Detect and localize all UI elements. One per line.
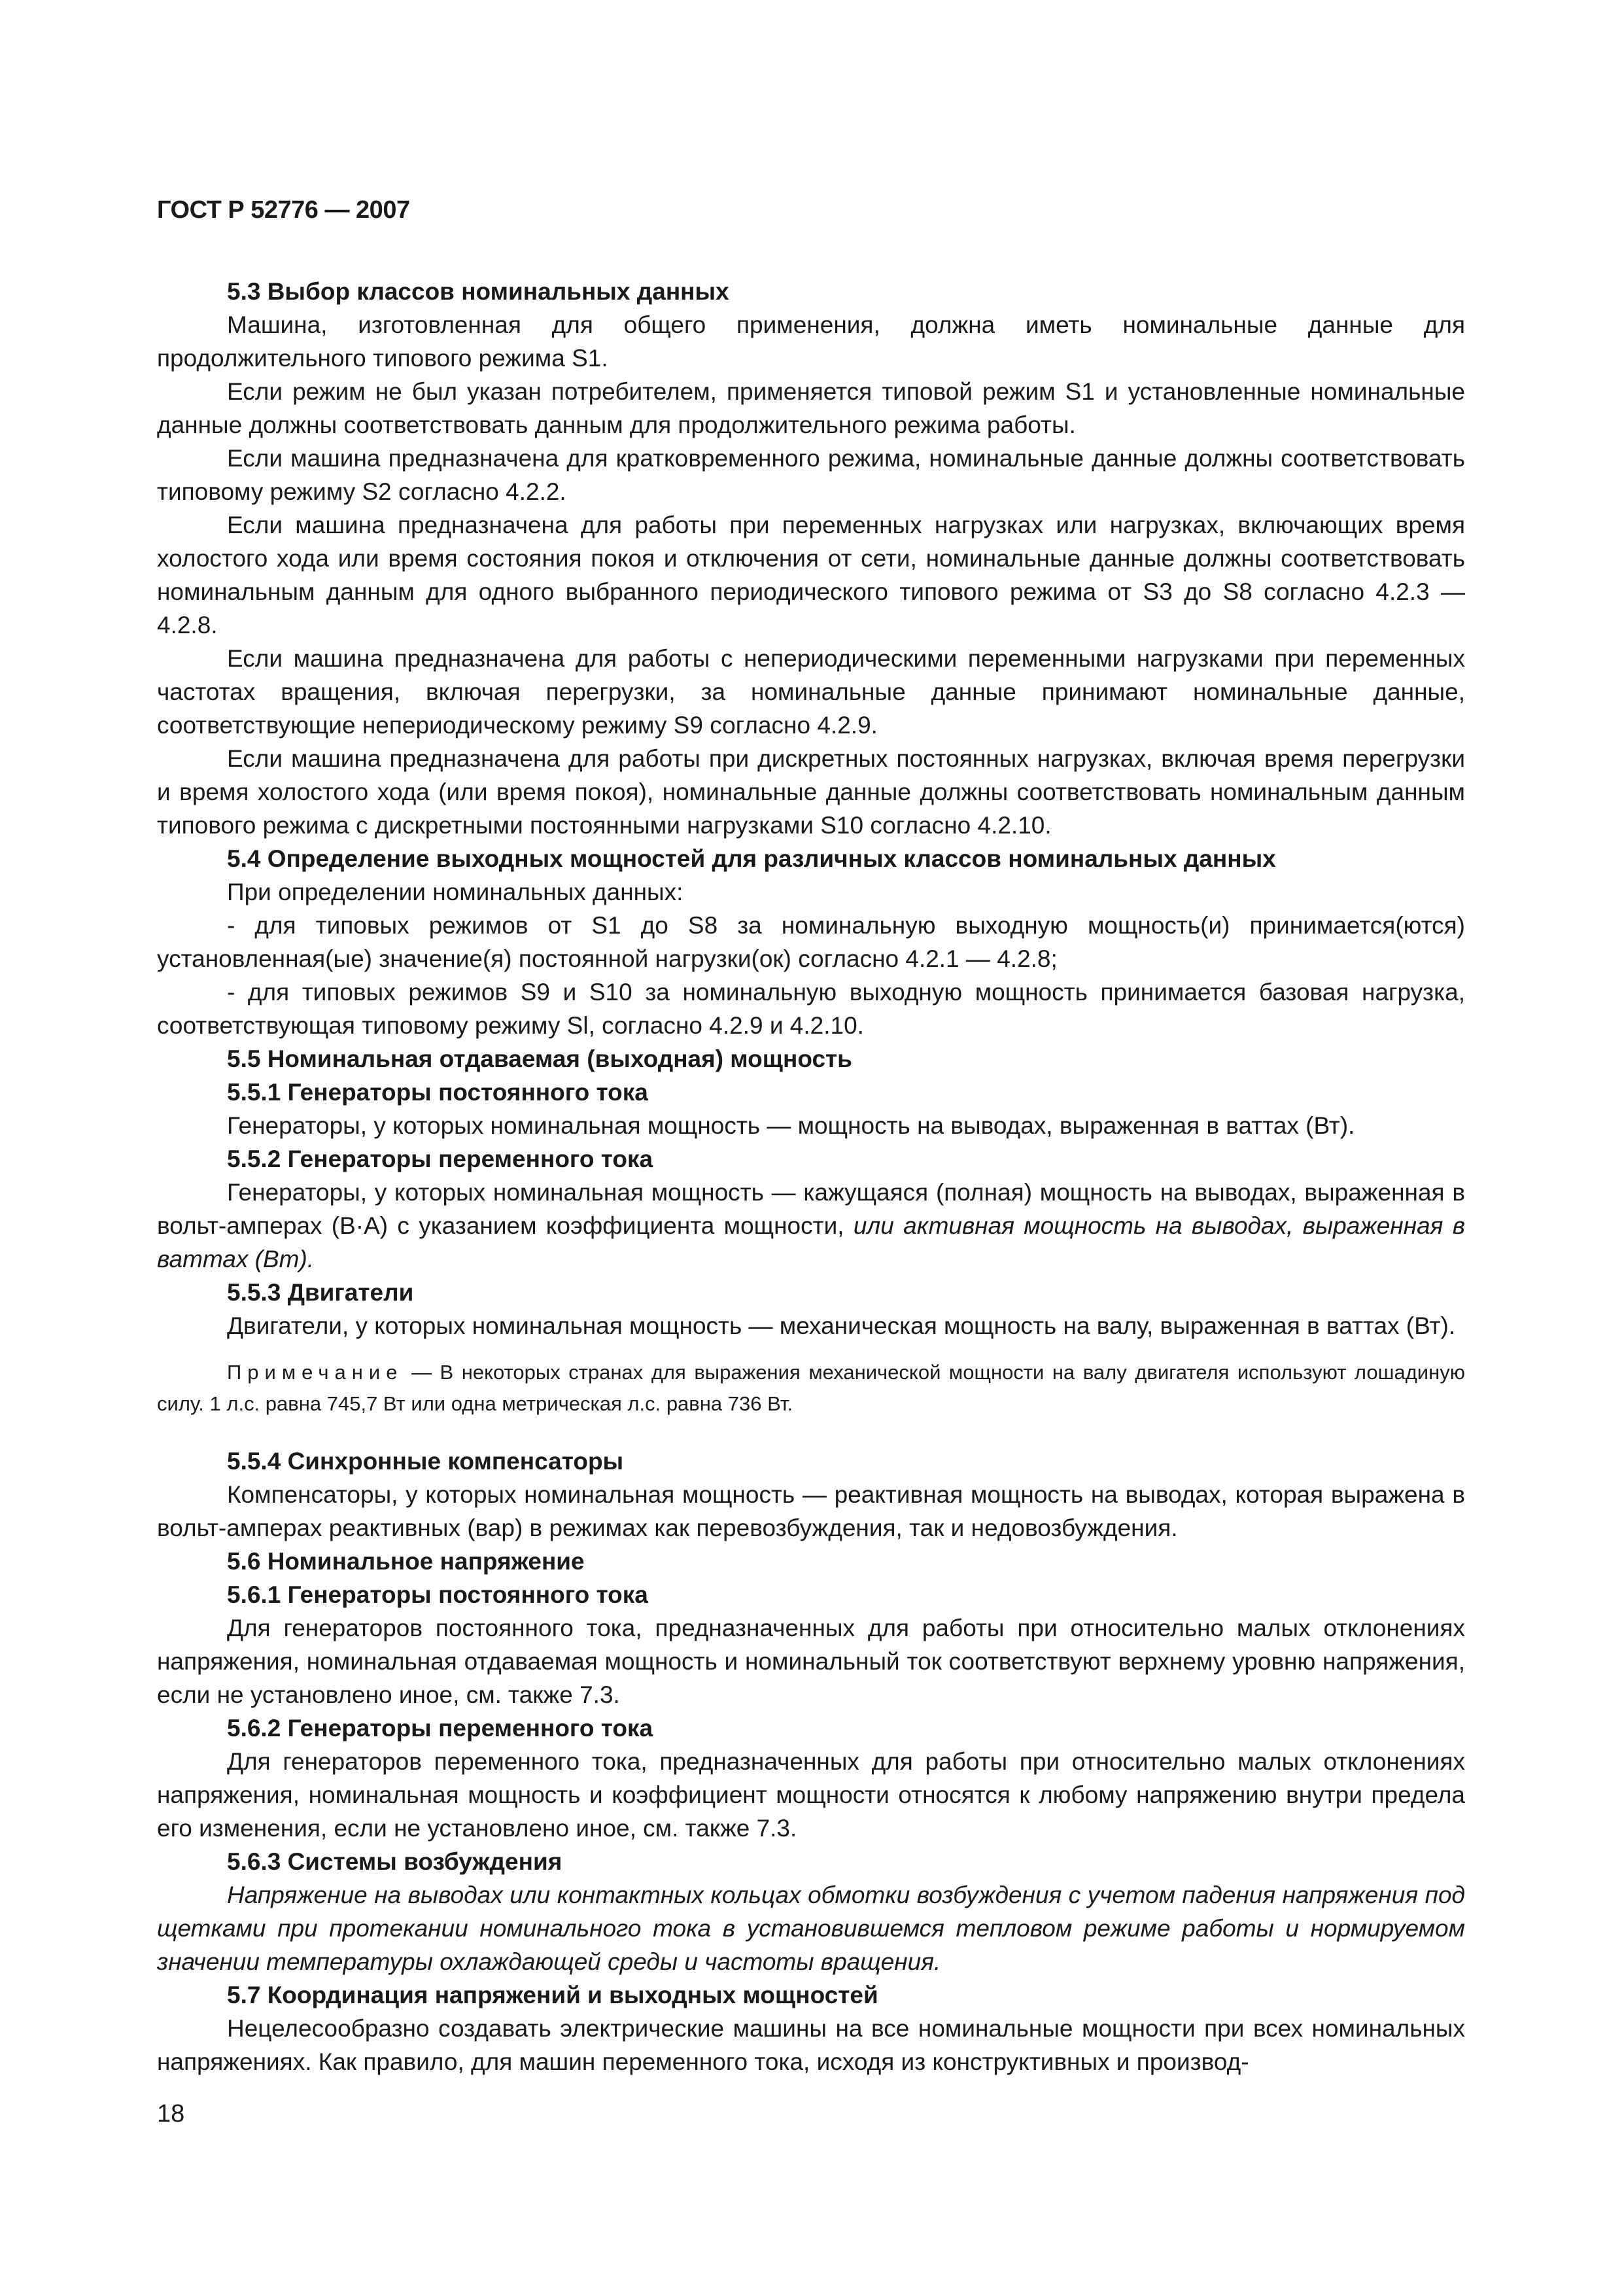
paragraph-italic-text: или активная мощность на выводах, выраженная в ваттах (Вт). bbox=[157, 1212, 1466, 1272]
section-heading: 5.4 Определение выходных мощностей для различных классов номинальных данных bbox=[227, 845, 1276, 872]
body-paragraph: - для типовых режимов от S1 до S8 за номинальную выходную мощность(и) принимается(ются) установленная(ые) значение(я) постоянной нагрузки(ок) согласно 4.2.1 — 4.2.8; bbox=[157, 912, 1465, 972]
body-paragraph: При определении номинальных данных: bbox=[227, 879, 683, 905]
body-paragraph: Для генераторов переменного тока, предназначенных для работы при относительно малых отклонениях напряжения, номинальная мощность и коэффициент мощности относятся к любому напряжению внутри предела его изменения, если не установлено иное, см. также 7.3. bbox=[157, 1748, 1465, 1842]
section-heading: 5.7 Координация напряжений и выходных мощностей bbox=[227, 1982, 878, 2008]
section-heading: 5.6.2 Генераторы переменного тока bbox=[227, 1715, 653, 1742]
section-heading: 5.5 Номинальная отдаваемая (выходная) мощность bbox=[227, 1045, 852, 1072]
note-label: Примечание bbox=[227, 1361, 404, 1384]
section-heading: 5.3 Выбор классов номинальных данных bbox=[227, 278, 729, 305]
page-number: 18 bbox=[157, 2100, 185, 2128]
body-paragraph: Для генераторов постоянного тока, предназначенных для работы при относительно малых отклонениях напряжения, номинальная отдаваемая мощность и номинальный ток соответствуют верхнему уровню напряжения, если не установлено иное, см. также 7.3. bbox=[157, 1615, 1465, 1708]
body-paragraph: Нецелесообразно создавать электрические машины на все номинальные мощности при всех номинальных напряжениях. Как правило, для машин переменного тока, исходя из конструктивных и производ- bbox=[157, 2015, 1465, 2075]
body-paragraph bbox=[157, 1176, 1465, 1276]
section-heading: 5.6.1 Генераторы постоянного тока bbox=[227, 1581, 648, 1608]
note-paragraph bbox=[157, 1357, 1465, 1420]
paragraph-text: Генераторы, у которых номинальная мощность — кажущаяся (полная) мощность на выводах, выраженная в вольт-амперах (В·А) с указанием коэффициента мощности, bbox=[157, 1179, 1465, 1239]
section-heading: 5.5.4 Синхронные компенсаторы bbox=[227, 1448, 624, 1475]
body-paragraph: Если машина предназначена для работы при дискретных постоянных нагрузках, включая время перегрузки и время холостого хода (или время покоя), номинальные данные должны соответствовать номинальным данным типового режима с дискретными постоянными нагрузками S10 согласно 4.2.10. bbox=[157, 745, 1465, 839]
section-heading: 5.5.2 Генераторы переменного тока bbox=[227, 1146, 653, 1172]
body-paragraph: Компенсаторы, у которых номинальная мощность — реактивная мощность на выводах, которая выражена в вольт-амперах реактивных (вар) в режимах как перевозбуждения, так и недовозбуждения. bbox=[157, 1481, 1465, 1541]
section-heading: 5.6 Номинальное напряжение bbox=[227, 1548, 585, 1575]
body-paragraph: Напряжение на выводах или контактных кольцах обмотки возбуждения с учетом падения напряжения под щетками при протекании номинального тока в установившемся тепловом режиме работы и нормируемом значении температуры охлаждающей среды и частоты вращения. bbox=[157, 1882, 1465, 1975]
section-heading: 5.6.3 Системы возбуждения bbox=[227, 1848, 562, 1875]
note-text: — В некоторых странах для выражения механической мощности на валу двигателя используют лошадиную силу. 1 л.с. равна 745,7 Вт или одна метрическая л.с. равна 736 Вт. bbox=[157, 1361, 1465, 1415]
section-heading: 5.5.3 Двигатели bbox=[227, 1279, 414, 1306]
body-paragraph: Если режим не был указан потребителем, применяется типовой режим S1 и установленные номинальные данные должны соответствовать данным для продолжительного режима работы. bbox=[157, 378, 1465, 438]
body-paragraph: Машина, изготовленная для общего применения, должна иметь номинальные данные для продолжительного типового режима S1. bbox=[157, 311, 1465, 372]
body-paragraph: Двигатели, у которых номинальная мощность — механическая мощность на валу, выраженная в ваттах (Вт). bbox=[227, 1312, 1456, 1339]
body-paragraph: Генераторы, у которых номинальная мощность — мощность на выводах, выраженная в ваттах (Вт). bbox=[227, 1112, 1355, 1139]
document-body bbox=[157, 275, 1465, 2078]
body-paragraph: Если машина предназначена для работы с непериодическими переменными нагрузками при переменных частотах вращения, включая перегрузки, за номинальные данные принимают номинальные данные, соответствующие непериодическому режиму S9 согласно 4.2.9. bbox=[157, 645, 1465, 739]
body-paragraph: - для типовых режимов S9 и S10 за номинальную выходную мощность принимается базовая нагрузка, соответствующая типовому режиму Sl, согласно 4.2.9 и 4.2.10. bbox=[157, 979, 1465, 1039]
body-paragraph: Если машина предназначена для работы при переменных нагрузках или нагрузках, включающих время холостого хода или время состояния покоя и отключения от сети, номинальные данные должны соответствовать номинальным данным для одного выбранного периодического типового режима от S3 до S8 согласно 4.2.3 — 4.2.8. bbox=[157, 512, 1465, 639]
body-paragraph: Если машина предназначена для кратковременного режима, номинальные данные должны соответствовать типовому режиму S2 согласно 4.2.2. bbox=[157, 445, 1465, 505]
document-header: ГОСТ Р 52776 — 2007 bbox=[157, 196, 410, 224]
section-heading: 5.5.1 Генераторы постоянного тока bbox=[227, 1079, 648, 1106]
